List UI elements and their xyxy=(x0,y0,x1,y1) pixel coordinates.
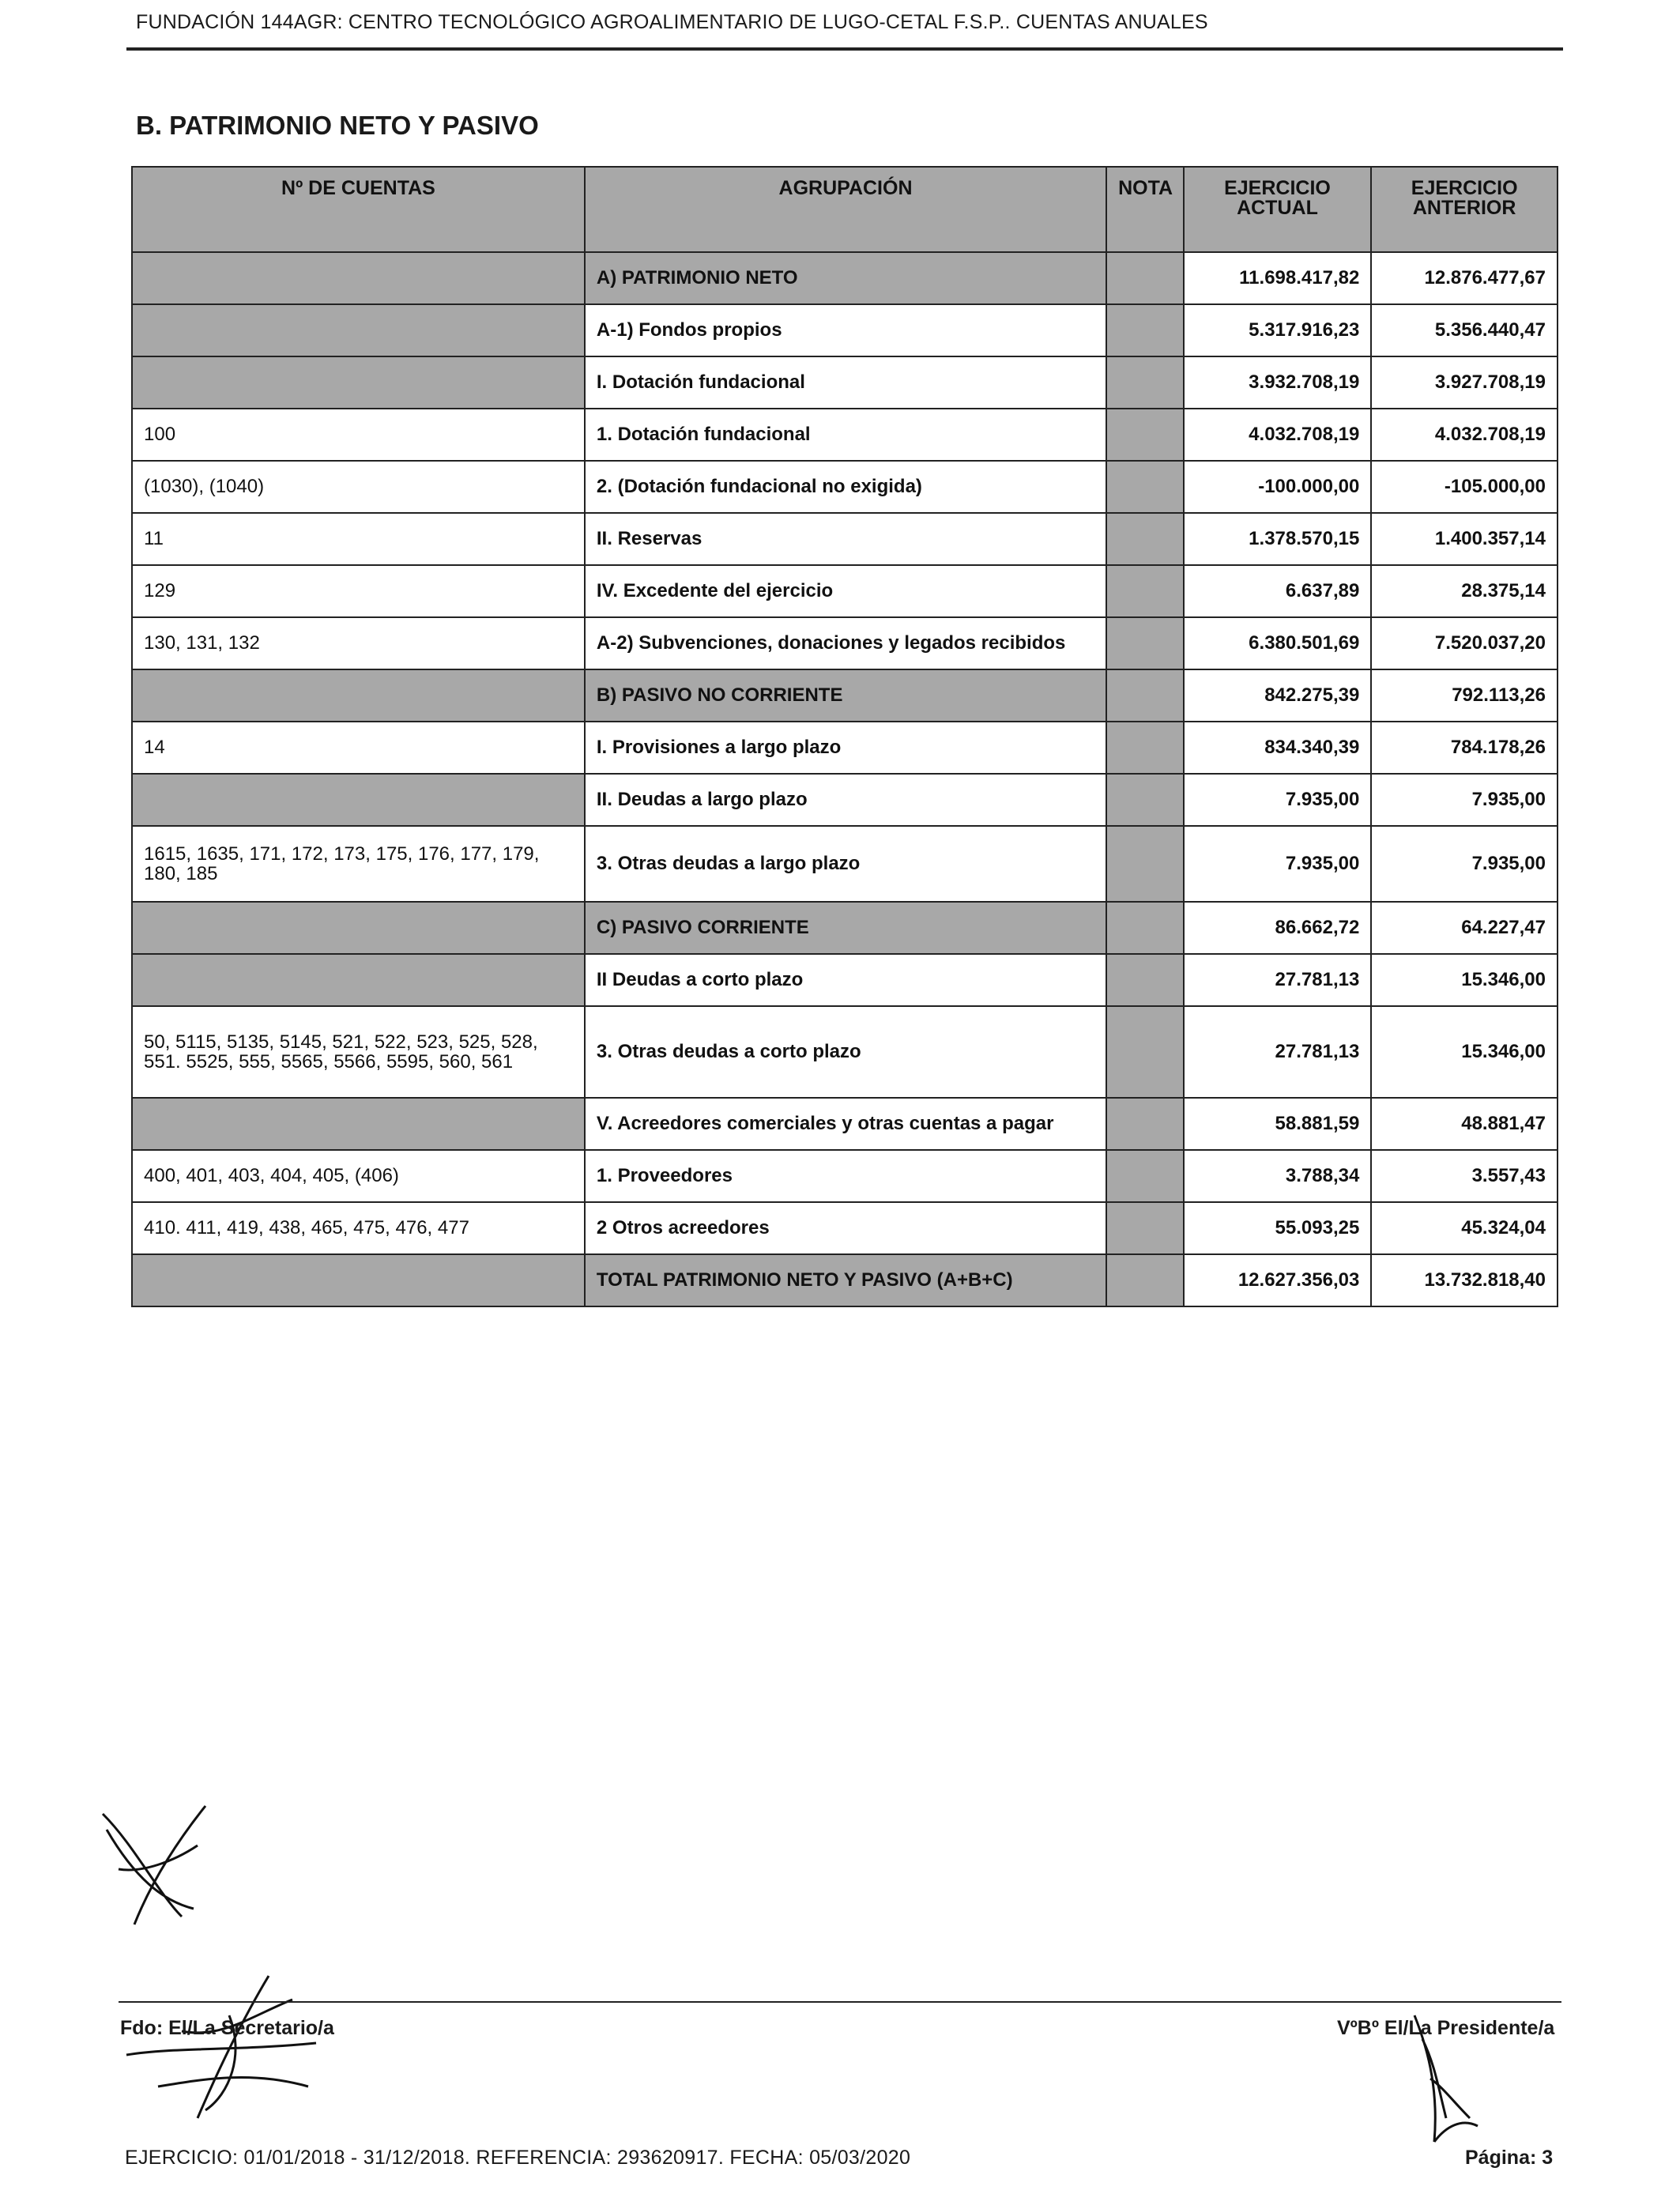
table-row xyxy=(132,513,1558,565)
cell-previous-year: 13.732.818,40 xyxy=(1371,1254,1558,1306)
cell-note xyxy=(1106,1254,1184,1306)
cell-group: A) PATRIMONIO NETO xyxy=(585,252,1106,304)
cell-current-year: 3.788,34 xyxy=(1184,1150,1372,1202)
cell-accounts: 14 xyxy=(132,722,585,774)
cell-note xyxy=(1106,565,1184,617)
cell-previous-year: 7.935,00 xyxy=(1371,826,1558,902)
cell-current-year: 7.935,00 xyxy=(1184,774,1372,826)
cell-previous-year: 792.113,26 xyxy=(1371,669,1558,722)
cell-note xyxy=(1106,954,1184,1006)
cell-accounts xyxy=(132,774,585,826)
table-row xyxy=(132,669,1558,722)
cell-note xyxy=(1106,1098,1184,1150)
table-row xyxy=(132,617,1558,669)
cell-accounts: 130, 131, 132 xyxy=(132,617,585,669)
cell-current-year: -100.000,00 xyxy=(1184,461,1372,513)
cell-current-year: 842.275,39 xyxy=(1184,669,1372,722)
cell-previous-year: 28.375,14 xyxy=(1371,565,1558,617)
cell-previous-year: 3.927.708,19 xyxy=(1371,356,1558,409)
table-row xyxy=(132,1098,1558,1150)
cell-previous-year: 784.178,26 xyxy=(1371,722,1558,774)
column-header-current xyxy=(1184,167,1372,252)
page-number: Página: 3 xyxy=(1465,2147,1554,2169)
cell-previous-year: 7.520.037,20 xyxy=(1371,617,1558,669)
table-body xyxy=(132,252,1558,1306)
column-header-previous xyxy=(1371,167,1558,252)
cell-current-year: 7.935,00 xyxy=(1184,826,1372,902)
cell-previous-year: 1.400.357,14 xyxy=(1371,513,1558,565)
cell-previous-year: 15.346,00 xyxy=(1371,1006,1558,1098)
cell-accounts: 100 xyxy=(132,409,585,461)
cell-accounts xyxy=(132,252,585,304)
cell-current-year: 12.627.356,03 xyxy=(1184,1254,1372,1306)
cell-current-year: 1.378.570,15 xyxy=(1184,513,1372,565)
president-signature-label: VºBº El/La Presidente/a xyxy=(1337,2017,1555,2039)
cell-current-year: 55.093,25 xyxy=(1184,1202,1372,1254)
cell-accounts: (1030), (1040) xyxy=(132,461,585,513)
cell-accounts xyxy=(132,1098,585,1150)
signature-secretary xyxy=(111,1968,348,2126)
cell-group: 3. Otras deudas a corto plazo xyxy=(585,1006,1106,1098)
cell-note xyxy=(1106,1150,1184,1202)
cell-current-year: 6.380.501,69 xyxy=(1184,617,1372,669)
cell-note xyxy=(1106,669,1184,722)
cell-group: A-1) Fondos propios xyxy=(585,304,1106,356)
cell-group: II. Reservas xyxy=(585,513,1106,565)
cell-previous-year: 3.557,43 xyxy=(1371,1150,1558,1202)
table-row xyxy=(132,304,1558,356)
cell-note xyxy=(1106,461,1184,513)
table-row xyxy=(132,722,1558,774)
cell-previous-year: 15.346,00 xyxy=(1371,954,1558,1006)
cell-current-year: 834.340,39 xyxy=(1184,722,1372,774)
cell-accounts: 11 xyxy=(132,513,585,565)
cell-note xyxy=(1106,356,1184,409)
cell-accounts: 1615, 1635, 171, 172, 173, 175, 176, 177, 179, 180, 185 xyxy=(132,826,585,902)
cell-accounts xyxy=(132,304,585,356)
cell-accounts: 50, 5115, 5135, 5145, 521, 522, 523, 525, 528, 551. 5525, 555, 5565, 5566, 5595, 560, 561 xyxy=(132,1006,585,1098)
cell-current-year: 27.781,13 xyxy=(1184,1006,1372,1098)
cell-group: 3. Otras deudas a largo plazo xyxy=(585,826,1106,902)
cell-accounts xyxy=(132,669,585,722)
cell-current-year: 4.032.708,19 xyxy=(1184,409,1372,461)
cell-previous-year: 5.356.440,47 xyxy=(1371,304,1558,356)
cell-current-year: 3.932.708,19 xyxy=(1184,356,1372,409)
column-header-previous-line2: ANTERIOR xyxy=(1412,197,1516,219)
cell-accounts xyxy=(132,902,585,954)
cell-current-year: 58.881,59 xyxy=(1184,1098,1372,1150)
cell-note xyxy=(1106,304,1184,356)
column-header-accounts: Nº DE CUENTAS xyxy=(132,167,585,252)
cell-note xyxy=(1106,617,1184,669)
balance-sheet-table xyxy=(131,166,1558,1307)
table-row xyxy=(132,409,1558,461)
cell-note xyxy=(1106,513,1184,565)
cell-current-year: 27.781,13 xyxy=(1184,954,1372,1006)
table-header-row xyxy=(132,167,1558,252)
cell-group: 2. (Dotación fundacional no exigida) xyxy=(585,461,1106,513)
section-title: B. PATRIMONIO NETO Y PASIVO xyxy=(136,111,539,140)
cell-previous-year: 4.032.708,19 xyxy=(1371,409,1558,461)
cell-previous-year: 64.227,47 xyxy=(1371,902,1558,954)
document-header: FUNDACIÓN 144AGR: CENTRO TECNOLÓGICO AGROALIMENTARIO DE LUGO-CETAL F.S.P.. CUENTAS ANUALES xyxy=(136,11,1208,33)
cell-note xyxy=(1106,826,1184,902)
footer-reference: EJERCICIO: 01/01/2018 - 31/12/2018. REFERENCIA: 293620917. FECHA: 05/03/2020 xyxy=(125,2147,911,2169)
table-row xyxy=(132,252,1558,304)
cell-group: V. Acreedores comerciales y otras cuentas a pagar xyxy=(585,1098,1106,1150)
table-row xyxy=(132,565,1558,617)
cell-group: 2 Otros acreedores xyxy=(585,1202,1106,1254)
cell-group: II. Deudas a largo plazo xyxy=(585,774,1106,826)
cell-note xyxy=(1106,722,1184,774)
cell-previous-year: 12.876.477,67 xyxy=(1371,252,1558,304)
cell-group: I. Dotación fundacional xyxy=(585,356,1106,409)
table-row xyxy=(132,356,1558,409)
cell-previous-year: 48.881,47 xyxy=(1371,1098,1558,1150)
cell-current-year: 5.317.916,23 xyxy=(1184,304,1372,356)
column-header-note: NOTA xyxy=(1106,167,1184,252)
table-row xyxy=(132,1150,1558,1202)
cell-group: C) PASIVO CORRIENTE xyxy=(585,902,1106,954)
cell-note xyxy=(1106,252,1184,304)
cell-accounts: 129 xyxy=(132,565,585,617)
cell-accounts: 410. 411, 419, 438, 465, 475, 476, 477 xyxy=(132,1202,585,1254)
cell-accounts xyxy=(132,356,585,409)
secretary-signature-label: Fdo: El/La Secretario/a xyxy=(120,2017,334,2039)
cell-group: A-2) Subvenciones, donaciones y legados recibidos xyxy=(585,617,1106,669)
column-header-group: AGRUPACIÓN xyxy=(585,167,1106,252)
table-row xyxy=(132,826,1558,902)
cell-note xyxy=(1106,1006,1184,1098)
cell-group: B) PASIVO NO CORRIENTE xyxy=(585,669,1106,722)
table-row xyxy=(132,774,1558,826)
column-header-current-line1: EJERCICIO xyxy=(1224,177,1331,199)
cell-current-year: 6.637,89 xyxy=(1184,565,1372,617)
cell-note xyxy=(1106,902,1184,954)
cell-current-year: 11.698.417,82 xyxy=(1184,252,1372,304)
table-row xyxy=(132,1254,1558,1306)
column-header-current-line2: ACTUAL xyxy=(1237,197,1318,219)
cell-note xyxy=(1106,1202,1184,1254)
cell-accounts xyxy=(132,954,585,1006)
footer-rule xyxy=(119,2001,1561,2003)
cell-group: II Deudas a corto plazo xyxy=(585,954,1106,1006)
table-row xyxy=(132,954,1558,1006)
cell-group: 1. Dotación fundacional xyxy=(585,409,1106,461)
cell-current-year: 86.662,72 xyxy=(1184,902,1372,954)
signature-scribble-top xyxy=(87,1798,221,1932)
cell-group: 1. Proveedores xyxy=(585,1150,1106,1202)
cell-accounts xyxy=(132,1254,585,1306)
cell-group: I. Provisiones a largo plazo xyxy=(585,722,1106,774)
cell-group: IV. Excedente del ejercicio xyxy=(585,565,1106,617)
cell-previous-year: -105.000,00 xyxy=(1371,461,1558,513)
cell-previous-year: 7.935,00 xyxy=(1371,774,1558,826)
table-row xyxy=(132,1202,1558,1254)
cell-group: TOTAL PATRIMONIO NETO Y PASIVO (A+B+C) xyxy=(585,1254,1106,1306)
cell-previous-year: 45.324,04 xyxy=(1371,1202,1558,1254)
column-header-previous-line1: EJERCICIO xyxy=(1411,177,1518,199)
cell-note xyxy=(1106,409,1184,461)
table-row xyxy=(132,1006,1558,1098)
table-row xyxy=(132,902,1558,954)
header-rule xyxy=(126,47,1563,51)
cell-accounts: 400, 401, 403, 404, 405, (406) xyxy=(132,1150,585,1202)
cell-note xyxy=(1106,774,1184,826)
table-row xyxy=(132,461,1558,513)
